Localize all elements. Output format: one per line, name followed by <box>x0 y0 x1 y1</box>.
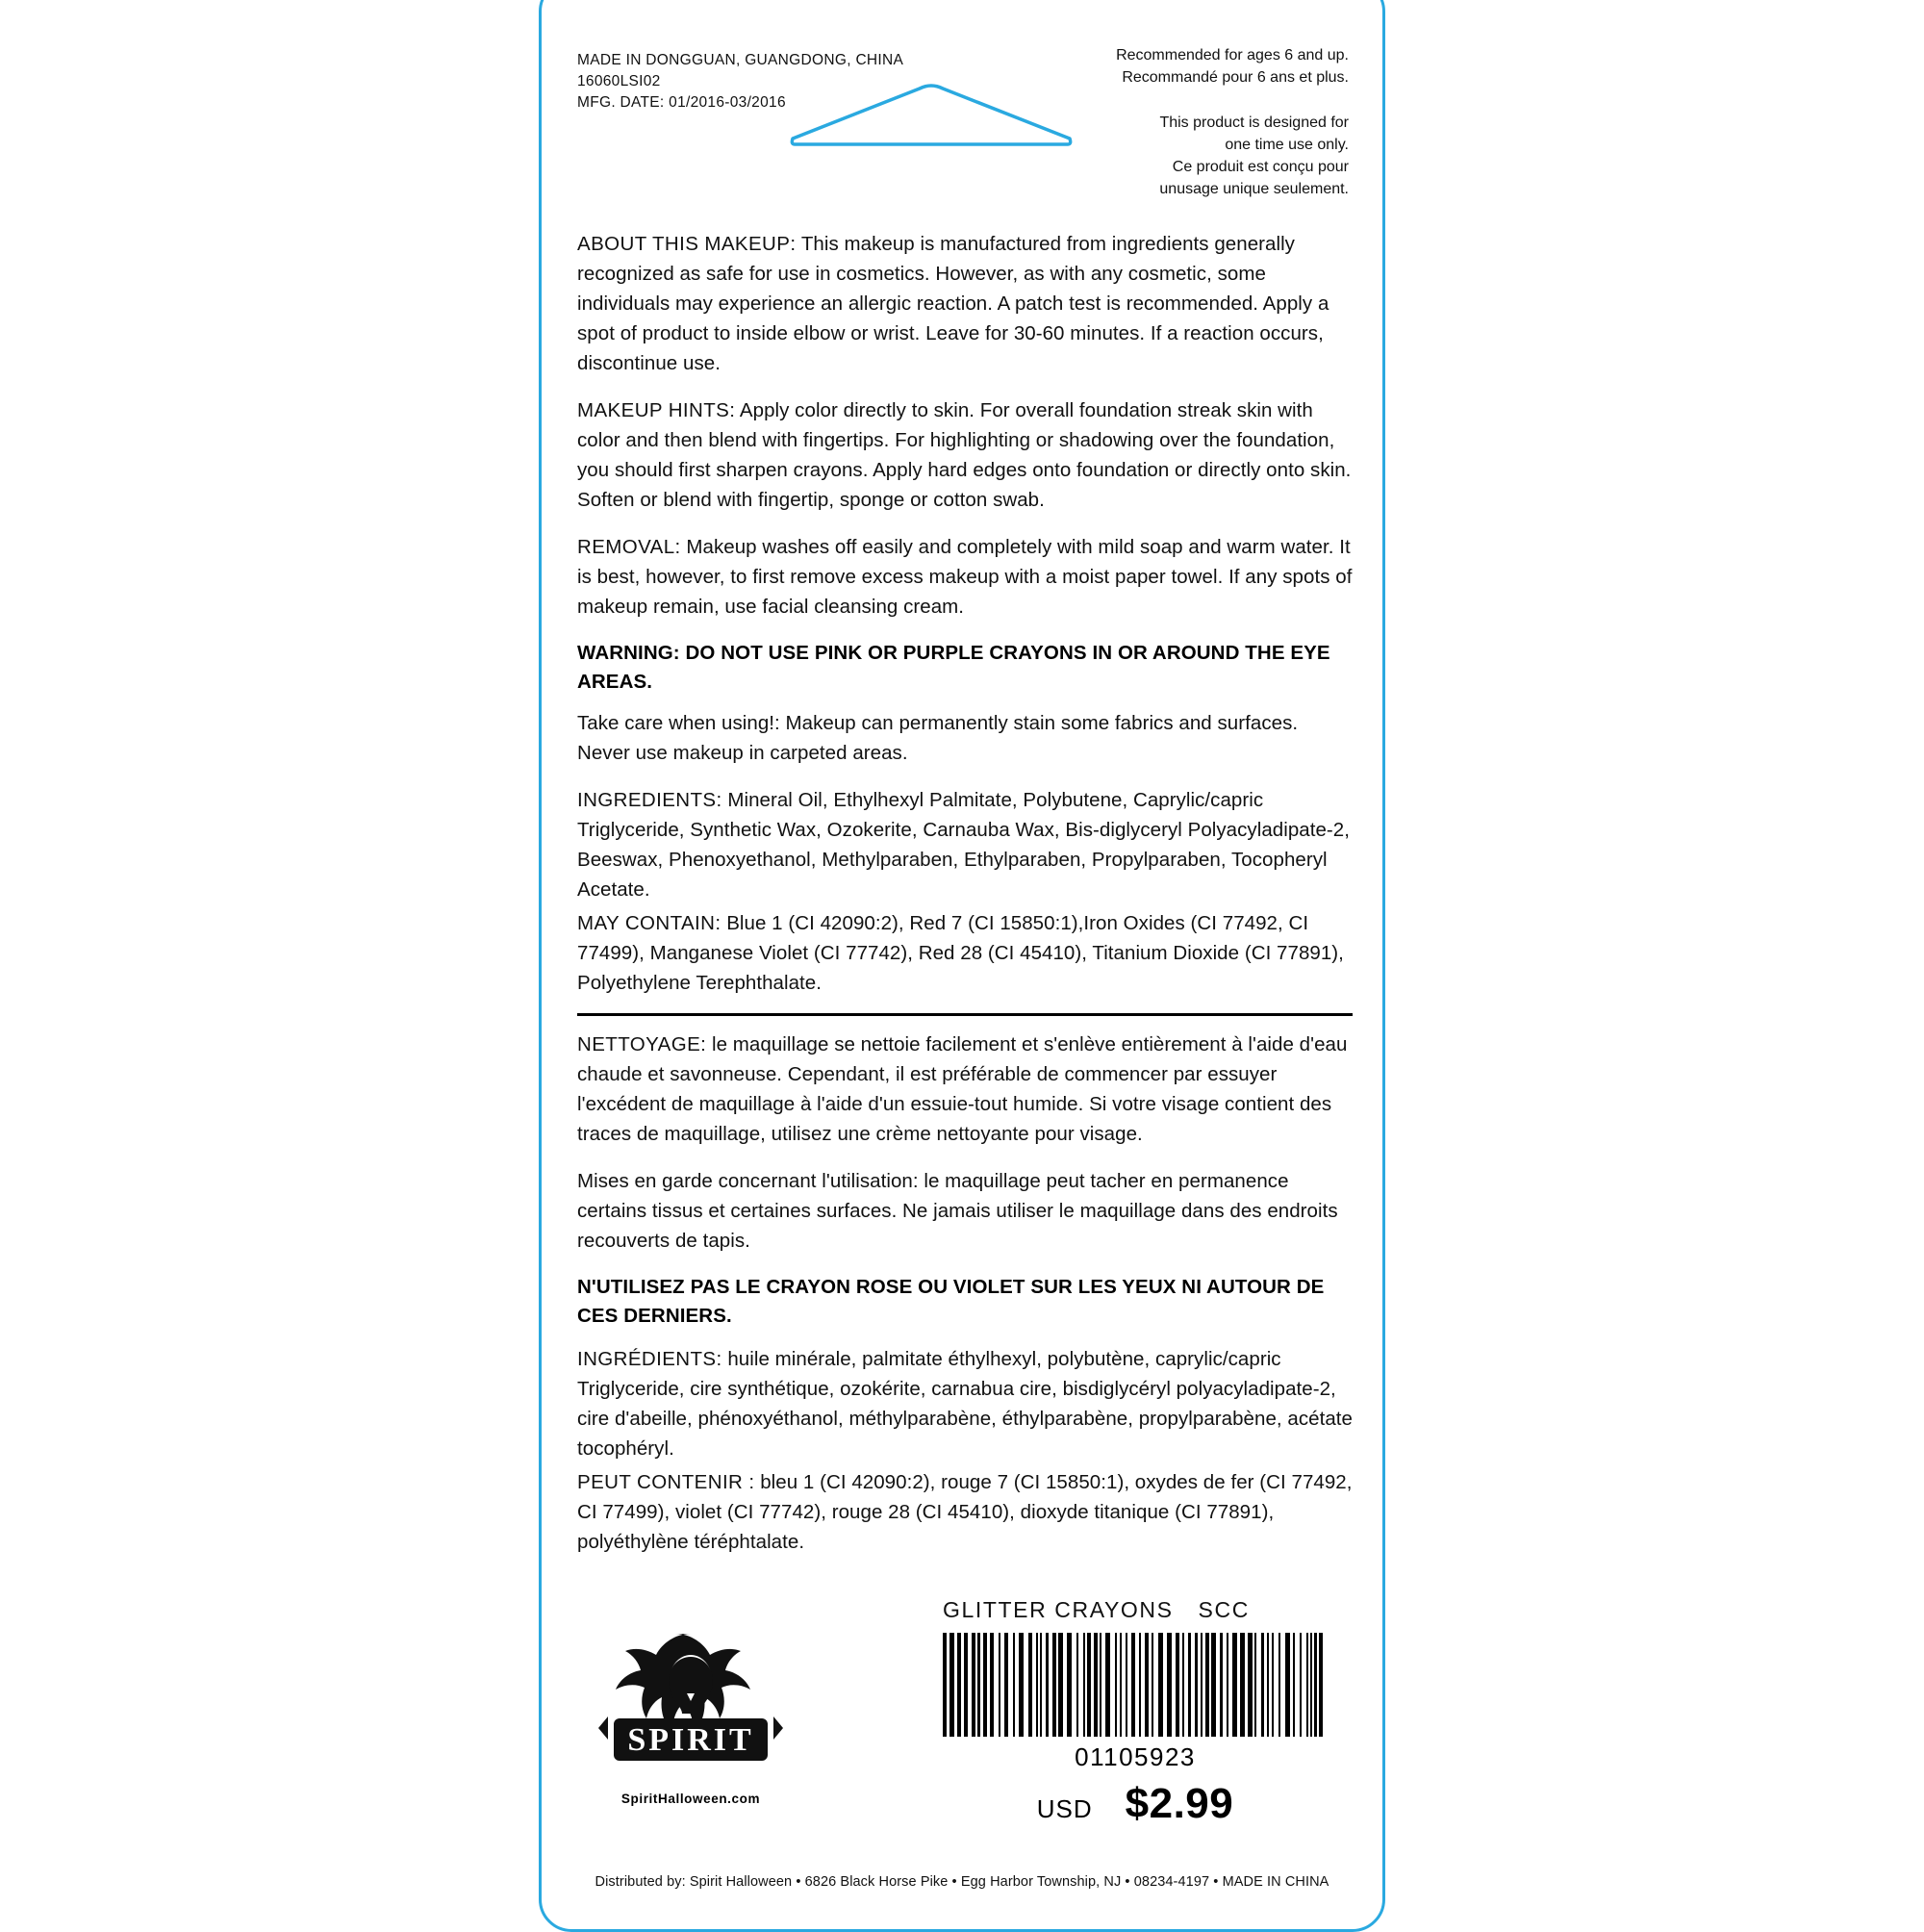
ingredients-english-text: Mineral Oil, Ethylhexyl Palmitate, Polybutene, Caprylic/capric Triglyceride, Synthetic Wax, Ozokerite, Carnauba Wax, Bis-diglyceryl Polyacyladipate-2, Beeswax, Phenoxyethanol, Methylparaben, Ethylparaben, Propylparaben, Tocopheryl Acetate. <box>577 789 1351 901</box>
removal-heading: REMOVAL: <box>577 536 681 558</box>
makeup-hints-heading: MAKEUP HINTS: <box>577 399 736 421</box>
hanger-hole-icon <box>787 83 1076 150</box>
removal-paragraph <box>577 532 1353 622</box>
age-recommendation-en: Recommended for ages 6 and up. <box>1116 47 1349 64</box>
one-time-use-fr-2: unusage unique seulement. <box>1159 181 1349 197</box>
nettoyage-text: le maquillage se nettoie facilement et s'enlève entièrement à l'aide d'eau chaude et savonneuse. Cependant, il est préférable de commencer par essuyer l'excédent de maquillage à l'aide d'un essuie-tout humide. Si votre visage contient des traces de maquillage, utilisez une crème nettoyante pour visage. <box>577 1033 1348 1145</box>
currency-label: USD <box>1036 1794 1093 1823</box>
barcode-title-row <box>943 1597 1347 1623</box>
label-body-copy <box>577 229 1353 1574</box>
mfg-date-line: MFG. DATE: 01/2016-03/2016 <box>577 94 786 111</box>
about-this-makeup-text: This makeup is manufactured from ingredients generally recognized as safe for use in cosmetics. However, as with any cosmetic, some individuals may experience an allergic reaction. A patch test is recommended. Apply a spot of product to inside elbow or wrist. Leave for 30-60 minutes. If a reaction occurs, discontinue use. <box>577 233 1329 374</box>
makeup-hints-paragraph <box>577 395 1353 515</box>
one-time-use-fr-1: Ce produit est conçu pour <box>1172 159 1349 175</box>
one-time-use-notice <box>1108 112 1349 200</box>
nettoyage-paragraph <box>577 1030 1353 1149</box>
barcode-number: 01105923 <box>1075 1742 1196 1771</box>
age-recommendation-fr: Recommandé pour 6 ans et plus. <box>1122 69 1349 86</box>
scc-label: SCC <box>1198 1597 1250 1622</box>
nettoyage-heading: NETTOYAGE: <box>577 1033 707 1055</box>
product-name-text: GLITTER CRAYONS <box>943 1597 1174 1622</box>
language-divider <box>577 1013 1353 1016</box>
spirit-halloween-logo <box>585 1626 797 1806</box>
ingredients-french-paragraph <box>577 1344 1353 1463</box>
age-recommendation <box>1060 44 1349 89</box>
warning-english: WARNING: DO NOT USE PINK OR PURPLE CRAYONS IN OR AROUND THE EYE AREAS. <box>577 642 1330 693</box>
one-time-use-en-2: one time use only. <box>1225 137 1349 153</box>
may-contain-english-text: Blue 1 (CI 42090:2), Red 7 (CI 15850:1),Iron Oxides (CI 77492, CI 77499), Manganese Violet (CI 77742), Red 28 (CI 45410), Titanium Dioxide (CI 77891), Polyethylene Terephthalate. <box>577 912 1344 994</box>
spirit-reaper-logo-icon <box>595 1626 787 1790</box>
svg-text:SPIRIT: SPIRIT <box>627 1722 754 1758</box>
item-code-line: 16060LSI02 <box>577 73 661 89</box>
product-package-back-label <box>539 0 1385 1924</box>
peut-contenir-text: bleu 1 (CI 42090:2), rouge 7 (CI 15850:1), oxydes de fer (CI 77492, CI 77499), violet (CI 77742), rouge 28 (CI 45410), dioxyde titanique (CI 77891), polyéthylène téréphtalate. <box>577 1471 1353 1553</box>
one-time-use-en-1: This product is designed for <box>1159 114 1349 131</box>
may-contain-english-heading: MAY CONTAIN: <box>577 912 722 934</box>
peut-contenir-heading: PEUT CONTENIR : <box>577 1471 755 1493</box>
warning-french: N'UTILISEZ PAS LE CRAYON ROSE OU VIOLET SUR LES YEUX NI AUTOUR DE CES DERNIERS. <box>577 1276 1325 1327</box>
makeup-hints-text: Apply color directly to skin. For overall foundation streak skin with color and then blend with fingertips. For highlighting or shadowing over the foundation, you should first sharpen crayons. Apply hard edges onto foundation or directly onto skin. Soften or blend with fingertip, sponge or cotton swab. <box>577 399 1352 511</box>
ingredients-french-heading: INGRÉDIENTS: <box>577 1348 722 1370</box>
about-this-makeup-heading: ABOUT THIS MAKEUP: <box>577 233 797 255</box>
barcode-bars <box>943 1633 1328 1737</box>
ingredients-french-text: huile minérale, palmitate éthylhexyl, polybutène, caprylic/capric Triglyceride, cire synthétique, ozokérite, carnabua cire, bisdiglycéryl polyacyladipate-2, cire d'abeille, phénoxyéthanol, méthylparabène, éthylparabène, propylparabène, acétate tocophéryl. <box>577 1348 1353 1460</box>
made-in-line: MADE IN DONGGUAN, GUANGDONG, CHINA <box>577 52 904 68</box>
peut-contenir-paragraph <box>577 1467 1353 1557</box>
may-contain-english-paragraph <box>577 908 1353 998</box>
price-row <box>943 1780 1328 1828</box>
removal-text: Makeup washes off easily and completely with mild soap and warm water. It is best, however, to first remove excess makeup with a moist paper towel. If any spots of makeup remain, use facial cleansing cream. <box>577 536 1353 618</box>
take-care-english: Take care when using!: Makeup can permanently stain some fabrics and surfaces. Never use makeup in carpeted areas. <box>577 712 1299 764</box>
distributed-by-text: Distributed by: Spirit Halloween • 6826 Black Horse Pike • Egg Harbor Township, NJ • 08234-4197 • MADE IN CHINA <box>595 1874 1329 1890</box>
ingredients-english-heading: INGREDIENTS: <box>577 789 722 811</box>
price-amount: $2.99 <box>1125 1780 1234 1827</box>
barcode-block <box>943 1597 1347 1828</box>
ingredients-english-paragraph <box>577 785 1353 904</box>
about-this-makeup-paragraph <box>577 229 1353 378</box>
mises-en-garde-paragraph: Mises en garde concernant l'utilisation: le maquillage peut tacher en permanence certains tissus et certaines surfaces. Ne jamais utiliser le maquillage dans des endroits recouverts de tapis. <box>577 1170 1338 1252</box>
spirit-website-text: SpiritHalloween.com <box>620 1792 761 1806</box>
